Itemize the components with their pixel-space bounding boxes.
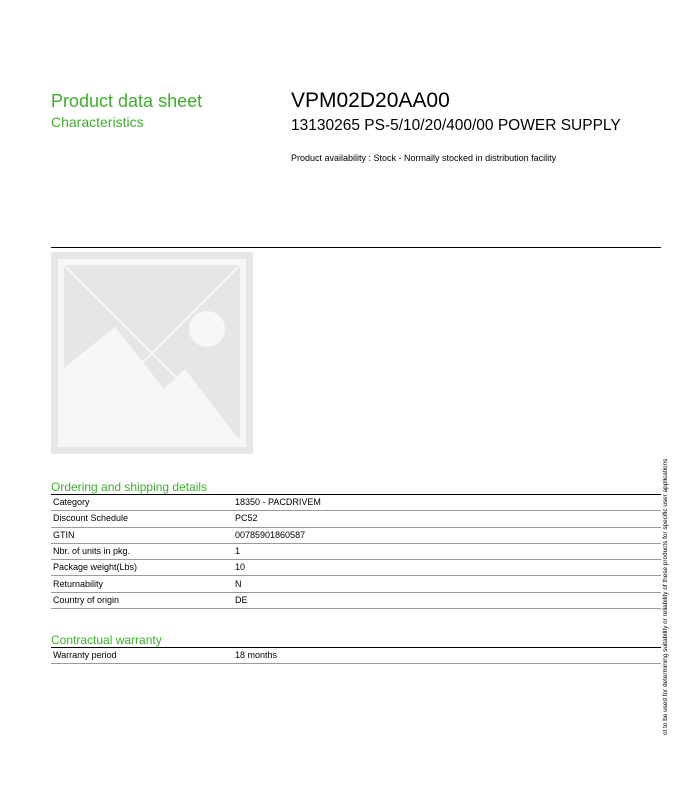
- warranty-table: [51, 647, 661, 664]
- row-value: 18350 - PACDRIVEM: [233, 495, 661, 511]
- row-value: 10: [233, 560, 661, 576]
- row-label: Warranty period: [51, 648, 233, 664]
- row-value: 1: [233, 543, 661, 559]
- table-row: [51, 495, 661, 511]
- table-row: [51, 576, 661, 592]
- doc-title: Product data sheet: [51, 91, 203, 111]
- doc-subtitle: Characteristics: [51, 114, 144, 130]
- ordering-section-title: Ordering and shipping details: [51, 480, 208, 494]
- row-value: PC52: [233, 511, 661, 527]
- row-label: Nbr. of units in pkg.: [51, 543, 233, 559]
- table-row: [51, 592, 661, 608]
- table-row: [51, 527, 661, 543]
- product-availability: Product availability : Stock - Normally stocked in distribution facility: [291, 153, 557, 163]
- product-image: [51, 252, 253, 454]
- table-row: [51, 511, 661, 527]
- row-label: Returnability: [51, 576, 233, 592]
- product-description: 13130265 PS-5/10/20/400/00 POWER SUPPLY: [291, 117, 621, 134]
- row-label: Category: [51, 495, 233, 511]
- row-value: 18 months: [233, 648, 661, 664]
- table-row: [51, 648, 661, 664]
- row-label: Package weight(Lbs): [51, 560, 233, 576]
- side-disclaimer: [661, 430, 673, 735]
- row-label: GTIN: [51, 527, 233, 543]
- row-label: Discount Schedule: [51, 511, 233, 527]
- ordering-table: [51, 494, 661, 609]
- product-reference: VPM02D20AA00: [291, 89, 450, 112]
- table-row: [51, 560, 661, 576]
- row-value: N: [233, 576, 661, 592]
- warranty-section-title: Contractual warranty: [51, 633, 162, 647]
- header-divider: [51, 247, 661, 248]
- row-value: DE: [233, 592, 661, 608]
- table-row: [51, 543, 661, 559]
- side-disclaimer-text: ot to be used for determining suitability or reliability of these products for specific user applications: [662, 458, 669, 735]
- row-value: 00785901860587: [233, 527, 661, 543]
- row-label: Country of origin: [51, 592, 233, 608]
- image-placeholder-icon: [51, 252, 253, 454]
